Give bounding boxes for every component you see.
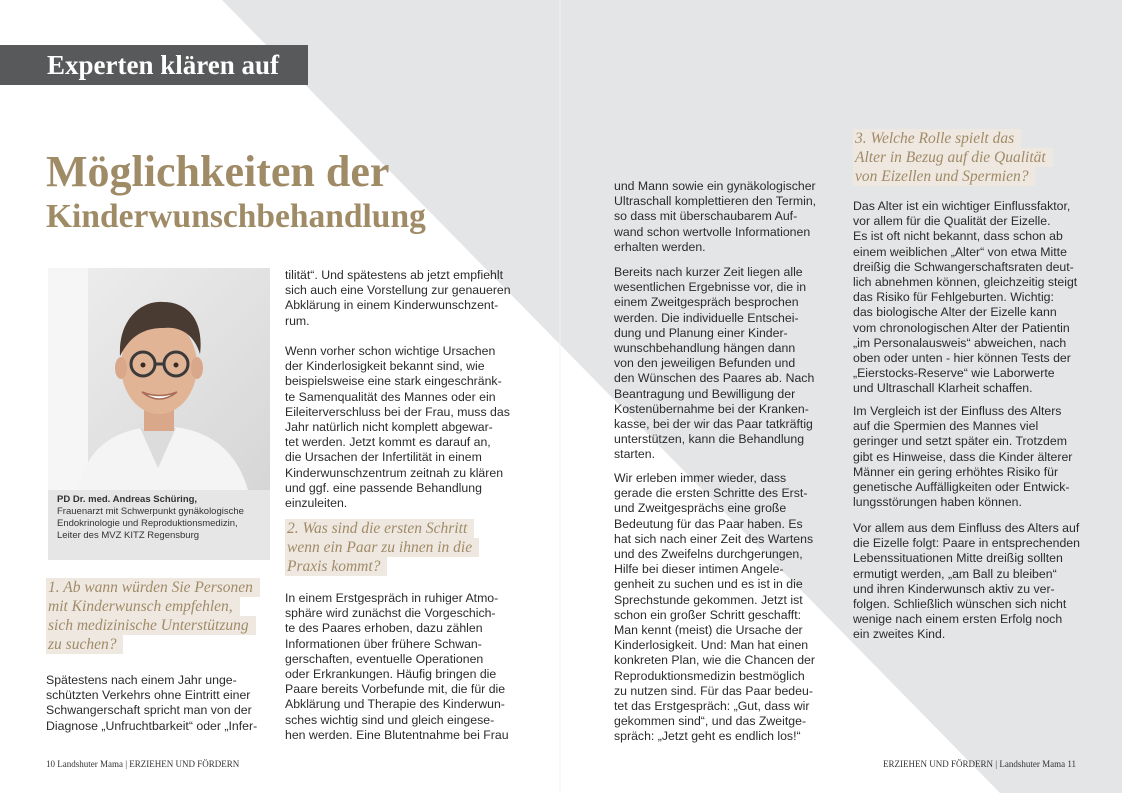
column3-paragraph-1: und Mann sowie ein gynäkologischer Ultraschall komplettieren den Termin, so dass mit überschaubarem Auf- wand schon wertvolle Informationen erhalten werden.	[614, 179, 817, 254]
column3-paragraph-3: Wir erleben immer wieder, dass gerade die ersten Schritte des Erst- und Zweitgesprächs eine große Bedeutung für das Paar haben. Es hat sich nach einer Zeit des Wartens und des Zweifelns durchgerungen, Hilfe bei dieser intimen Angele- genheit zu suchen und es ist in die Sprechstunde gekommen. Jetzt ist schon ein großer Schritt geschafft: Man kennt (meist) die Ursache der Kinderlosigkeit. Und: Man hat einen konkreten Plan, wie die Chancen der Reproduktionsmedizin bestmöglich zu nutzen sind. Für das Paar bedeu- tet das Erstgespräch: „Gut, dass wir gekommen sind“, und das Zweitge- spräch: „Jetzt geht es endlich los!“	[614, 471, 815, 744]
question-1-line: zu suchen?	[46, 635, 123, 654]
column4-paragraph-1: Das Alter ist ein wichtiger Einflussfaktor, vor allem für die Qualität der Eizelle. Es ist oft nicht bekannt, dass schon ab einem weiblichen „Alter“ von etwa Mitte dreißig die Schwangerschaftsraten deut- lich abnehmen können, gleichzeitig steigt das Risiko für Fehlgeburten. Wichtig: das biologische Alter der Eizelle kann vom chronologischen Alter der Patientin „im Personalausweis“ abweichen, nach oben oder unten - hier können Tests der „Eierstocks-Reserve“ wie Laborwerte und Ultraschall Klarheit schaffen.	[853, 199, 1078, 396]
question-3-heading	[853, 129, 1083, 186]
question-1-line: 1. Ab wann würden Sie Personen	[46, 578, 260, 597]
author-role-line1: Frauenarzt mit Schwerpunkt gynäkologische	[57, 506, 244, 517]
column1-paragraph-1: Spätestens nach einem Jahr unge- schützten Verkehrs ohne Eintritt einer Schwangerschaft spricht man von der Diagnose „Unfruchtbarkeit“ oder „Infer-	[46, 673, 258, 733]
question-2-heading	[285, 519, 515, 576]
column2-paragraph-1: tilität“. Und spätestens ab jetzt empfiehlt sich auch eine Vorstellung zur genaueren Abklärung in einem Kinderwunschzent- rum.	[285, 268, 511, 328]
question-1-line: sich medizinische Unterstützung	[46, 616, 256, 635]
footer-left: 10 Landshuter Mama | ERZIEHEN UND FÖRDERN	[46, 759, 240, 769]
question-3-line: Alter in Bezug auf die Qualität	[853, 148, 1053, 167]
column2-paragraph-2: Wenn vorher schon wichtige Ursachen der Kinderlosigkeit bekannt sind, wie beispielsweise eine stark eingeschränk- te Samenqualität des Mannes oder ein Eileiterverschluss bei der Frau, muss das Jahr natürlich nicht komplett abgewar- tet werden. Jetzt kommt es darauf an, die Ursachen der Infertilität in einem Kinderwunschzentrum zeitnah zu klären und ggf. eine passende Behandlung einzuleiten.	[285, 344, 510, 511]
question-2-line: 2. Was sind die ersten Schritt	[285, 519, 474, 538]
author-photo-card	[48, 268, 270, 560]
question-1-line: mit Kinderwunsch empfehlen,	[46, 597, 240, 616]
column4-paragraph-2: Im Vergleich ist der Einfluss des Alters auf die Spermien des Mannes viel geringer und setzt später ein. Trotzdem gibt es Hinweise, dass die Kinder älterer Männer ein gering erhöhtes Risiko für genetische Auffälligkeiten oder Entwick- lungsstörungen haben können.	[853, 404, 1073, 510]
column2-paragraph-3: In einem Erstgespräch in ruhiger Atmo- sphäre wird zunächst die Vorgeschich- te des Paares erhoben, dazu zählen Informationen über frühere Schwan- gerschaften, eventuelle Operationen oder Erkrankungen. Häufig bringen die Paare bereits Vorbefunde mit, die für die Abklärung und Therapie des Kinderwun- sches wichtig sind und gleich eingese- hen werden. Eine Blutentnahme bei Frau	[285, 591, 509, 742]
author-role-line2: Endokrinologie und Reproduktionsmedizin,	[57, 518, 238, 529]
question-3-line: von Eizellen und Spermien?	[853, 167, 1035, 186]
question-1-heading	[46, 578, 276, 654]
author-portrait-image	[48, 268, 270, 490]
column4-paragraph-3: Vor allem aus dem Einfluss des Alters auf die Eizelle folgt: Paare in entsprechenden Lebenssituationen Mitte dreißig sollten ermutigt werden, „am Ball zu bleiben“ und ihren Kinderwunsch aktiv zu ver- folgen. Schließlich wünschen sich nicht wenige nach einem ersten Erfolg noch ein zweites Kind.	[853, 521, 1080, 642]
footer-right: ERZIEHEN UND FÖRDERN | Landshuter Mama 11	[883, 759, 1076, 769]
author-name: PD Dr. med. Andreas Schüring,	[57, 494, 198, 505]
article-title-line1: Möglichkeiten der	[46, 147, 390, 196]
column3-paragraph-2: Bereits nach kurzer Zeit liegen alle wesentlichen Ergebnisse vor, die in einem Zweitgespräch besprochen werden. Die individuelle Entschei- dung und Planung einer Kinder- wunschbehandlung hängen dann von den jeweiligen Befunden und den Wünschen des Paares ab. Nach Beantragung und Bewilligung der Kostenübernahme bei der Kranken- kasse, bei der wir das Paar tatkräftig unterstützen, kann die Behandlung starten.	[614, 265, 815, 462]
question-2-line: wenn ein Paar zu ihnen in die	[285, 538, 479, 557]
author-role-line3: Leiter des MVZ KITZ Regensburg	[57, 530, 200, 541]
question-3-line: 3. Welche Rolle spielt das	[853, 129, 1021, 148]
author-caption	[57, 494, 267, 542]
article-title-line2: Kinderwunschbehandlung	[46, 198, 426, 235]
question-2-line: Praxis kommt?	[285, 557, 387, 576]
section-header: Experten klären auf	[0, 45, 308, 85]
